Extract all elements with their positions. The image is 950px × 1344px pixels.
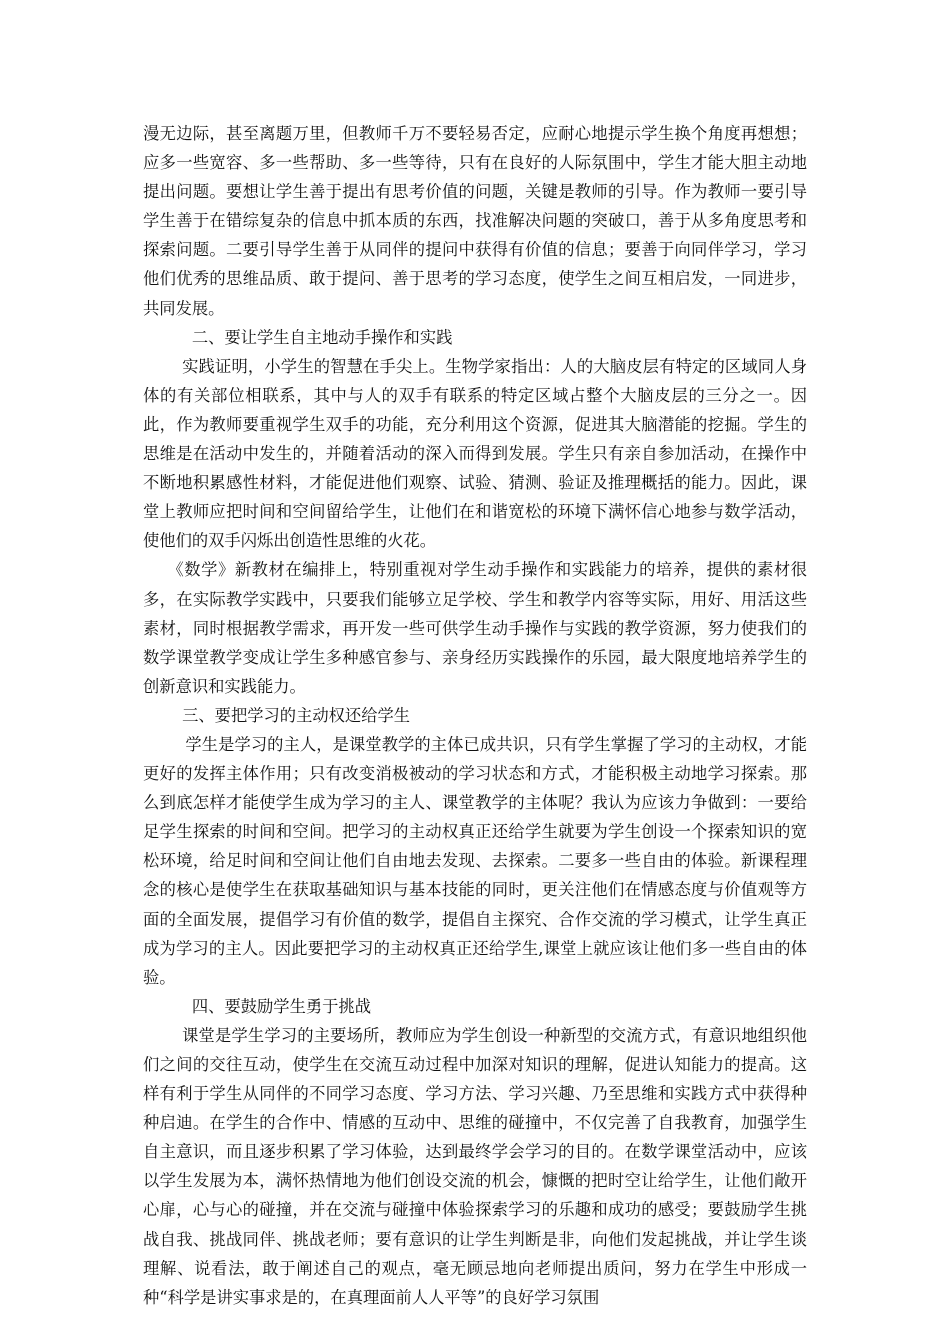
document-body <box>143 119 807 1312</box>
section-heading-4: 四、要鼓励学生勇于挑战 <box>191 996 371 1016</box>
section-heading-2: 二、要让学生自主地动手操作和实践 <box>191 327 453 347</box>
paragraph-challenge: 课堂是学生学习的主要场所，教师应为学生创设一种新型的交流方式，有意识地组织他们之间的交往互动，使学生在交流互动过程中加深对知识的理解，促进认知能力的提高。这样有利于学生从同伴的不同学习态度、学习方法、学习兴趣、乃至思维和实践方式中获得种种启迪。在学生的合作中、情感的互动中、思维的碰撞中，不仅完善了自我教育，加强学生自主意识，而且逐步积累了学习体验，达到最终学会学习的目的。在数学课堂活动中，应该以学生发展为本，满怀热情地为他们创设交流的机会，慷慨的把时空让给学生，让他们敞开心扉，心与心的碰撞，并在交流与碰撞中体验探索学习的乐趣和成功的感受；要鼓励学生挑战自我、挑战同伴、挑战老师；要有意识的让学生判断是非，向他们发起挑战，并让学生谈理解、说看法，敢于阐述自己的观点，毫无顾忌地向老师提出质问，努力在学生中形成一种“科学是讲实事求是的，在真理面前人人平等”的良好学习氛围 <box>143 1025 807 1307</box>
section-heading-3: 三、要把学习的主动权还给学生 <box>182 705 411 725</box>
paragraph-new-textbook: 《数学》新教材在编排上，特别重视对学生动手操作和实践能力的培养，提供的素材很多，在实际教学实践中，只要我们能够立足学校、学生和教学内容等实际，用好、用活这些素材，同时根据教学需求，再开发一些可供学生动手操作与实践的教学资源，努力使我们的数学课堂教学变成让学生多种感官参与、亲身经历实践操作的乐园，最大限度地培养学生的创新意识和实践能力。 <box>143 560 807 696</box>
paragraph-intro-continuation: 漫无边际，甚至离题万里，但教师千万不要轻易否定，应耐心地提示学生换个角度再想想；应多一些宽容、多一些帮助、多一些等待，只有在良好的人际氛围中，学生才能大胆主动地提出问题。要想让学生善于提出有思考价值的问题，关键是教师的引导。作为教师一要引导学生善于在错综复杂的信息中抓本质的东西，找准解决问题的突破口，善于从多角度思考和探索问题。二要引导学生善于从同伴的提问中获得有价值的信息；要善于向同伴学习，学习他们优秀的思维品质、敢于提问、善于思考的学习态度，使学生之间互相启发，一同进步，共同发展。 <box>143 124 807 318</box>
paragraph-practice: 实践证明，小学生的智慧在手尖上。生物学家指出：人的大脑皮层有特定的区域同人身体的有关部位相联系，其中与人的双手有联系的特定区域占整个大脑皮层的三分之一。因此，作为教师要重视学生双手的功能，充分利用这个资源，促进其大脑潜能的挖掘。学生的思维是在活动中发生的，并随着活动的深入而得到发展。学生只有亲自参加活动，在操作中不断地积累感性材料，才能促进他们观察、试验、猜测、验证及推理概括的能力。因此，课堂上教师应把时间和空间留给学生，让他们在和谐宽松的环境下满怀信心地参与数学活动，使他们的双手闪烁出创造性思维的火花。 <box>143 356 807 551</box>
paragraph-learning-initiative: 学生是学习的主人，是课堂教学的主体已成共识，只有学生掌握了学习的主动权，才能更好的发挥主体作用；只有改变消极被动的学习状态和方式，才能积极主动地学习探索。那么到底怎样才能使学生成为学习的主人、课堂教学的主体呢？我认为应该力争做到：一要给足学生探索的时间和空间。把学习的主动权真正还给学生就要为学生创设一个探索知识的宽松环境，给足时间和空间让他们自由地去发现、去探索。二要多一些自由的体验。新课程理念的核心是使学生在获取基础知识与基本技能的同时，更关注他们在情感态度与价值观等方面的全面发展，提倡学习有价值的数学，提倡自主探究、合作交流的学习模式，让学生真正成为学习的主人。因此要把学习的主动权真正还给学生,课堂上就应该让他们多一些自由的体验。 <box>143 734 807 987</box>
